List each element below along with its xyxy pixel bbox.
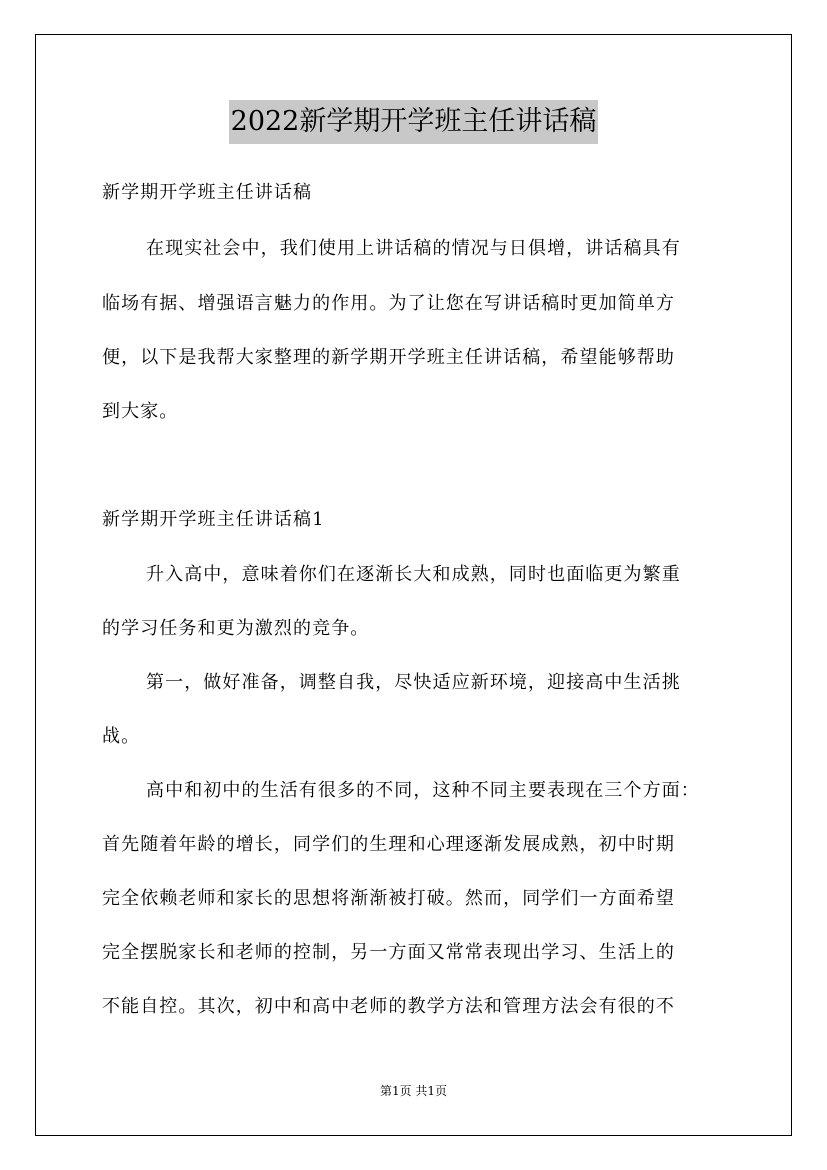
paragraph-line: 首先随着年龄的增长，同学们的生理和心理逐渐发展成熟，初中时期	[102, 834, 675, 855]
paragraph-line: 不能自控。其次，初中和高中老师的教学方法和管理方法会有很的不	[102, 996, 675, 1017]
page-footer: 第1页 共1页	[379, 1084, 448, 1098]
paragraph-line: 在现实社会中，我们使用上讲话稿的情况与日俱增，讲话稿具有	[146, 238, 681, 259]
paragraph-line: 战。	[102, 726, 141, 747]
section-heading: 新学期开学班主任讲话稿1	[102, 509, 325, 530]
paragraph-line: 便，以下是我帮大家整理的新学期开学班主任讲话稿，希望能够帮助	[102, 347, 675, 368]
paragraph-line: 升入高中，意味着你们在逐渐长大和成熟，同时也面临更为繁重	[146, 564, 681, 585]
paragraph-line: 高中和初中的生活有很多的不同，这种不同主要表现在三个方面：	[146, 780, 700, 801]
paragraph-line: 第一，做好准备，调整自我，尽快适应新环境，迎接高中生活挑	[146, 672, 681, 693]
paragraph-line: 完全依赖老师和家长的思想将渐渐被打破。然而，同学们一方面希望	[102, 888, 675, 909]
subtitle-line: 新学期开学班主任讲话稿	[102, 182, 313, 203]
paragraph-line: 的学习任务和更为激烈的竞争。	[102, 618, 370, 639]
document-title: 2022新学期开学班主任讲话稿	[229, 100, 599, 144]
paragraph-line: 完全摆脱家长和老师的控制，另一方面又常常表现出学习、生活上的	[102, 942, 675, 963]
paragraph-line: 临场有据、增强语言魅力的作用。为了让您在写讲话稿时更加简单方	[102, 293, 675, 314]
paragraph-line: 到大家。	[102, 401, 179, 422]
title-container	[0, 100, 827, 144]
